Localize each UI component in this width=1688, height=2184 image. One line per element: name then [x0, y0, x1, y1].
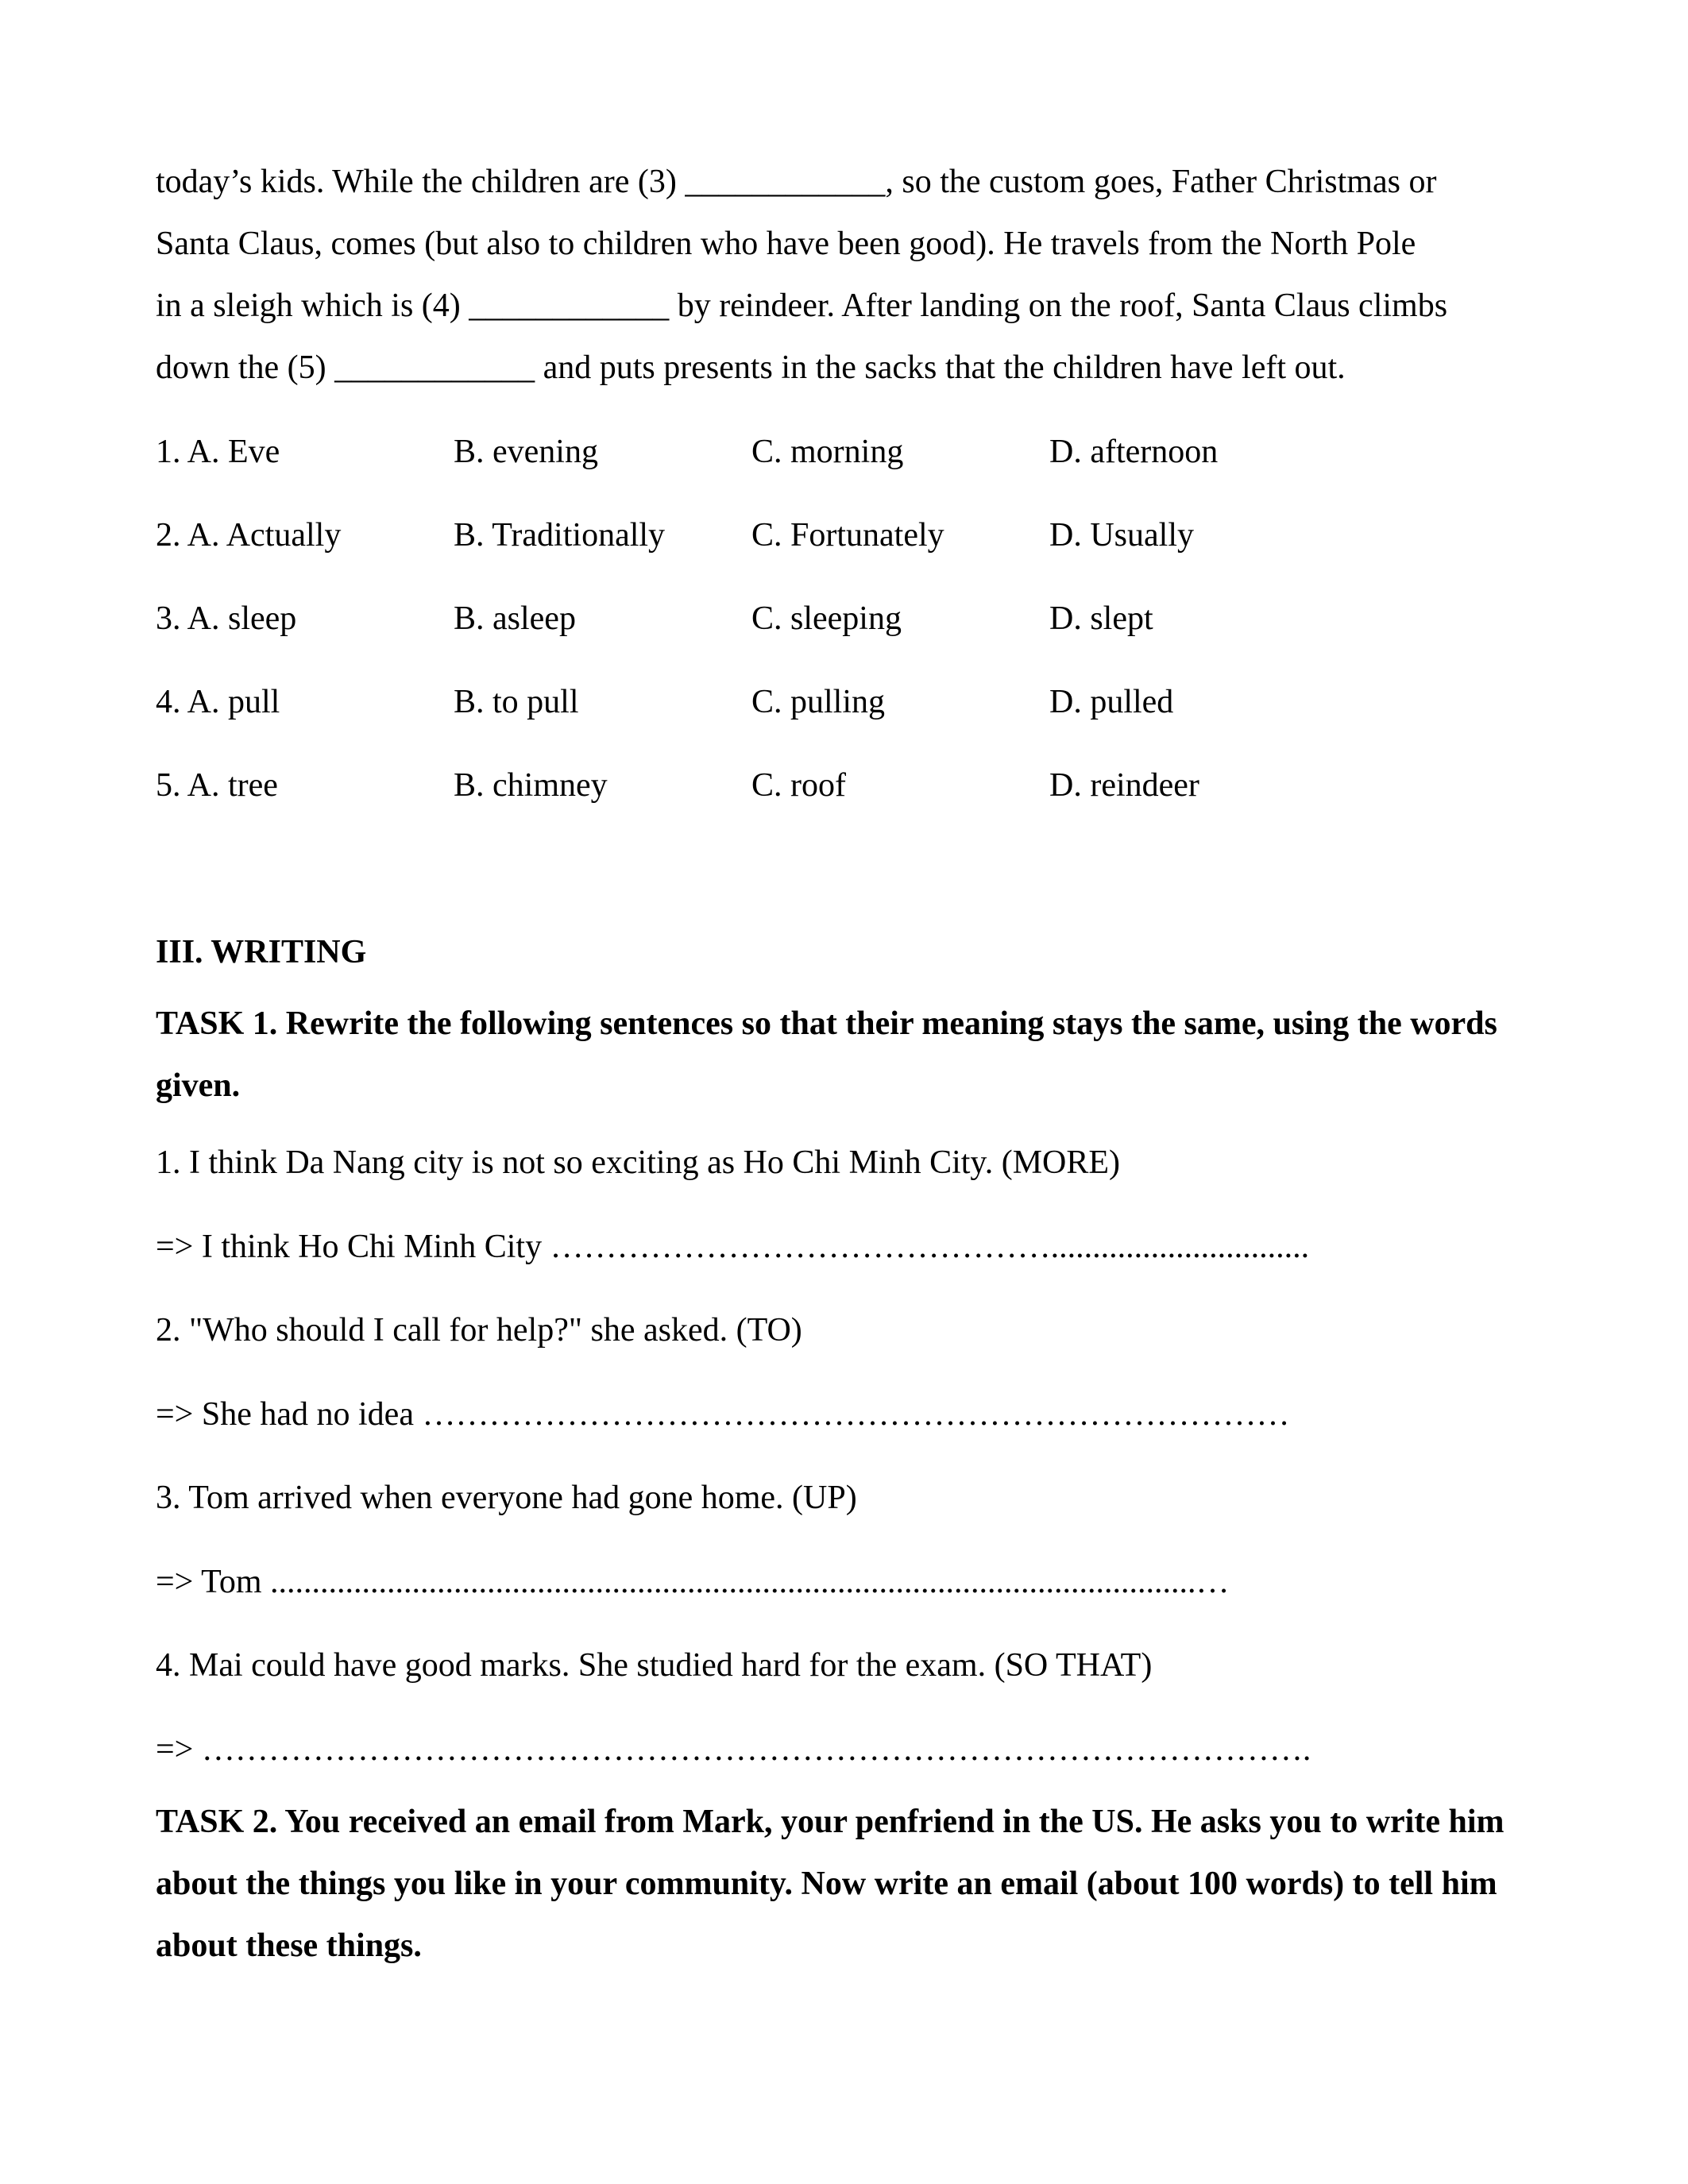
task1-answer-line: => She had no idea ……………………………………………………………………	[156, 1396, 1290, 1433]
option-a: 1. A. Eve	[156, 433, 280, 470]
option-c: C. pulling	[751, 683, 886, 720]
task1-question: 3. Tom arrived when everyone had gone home. (UP)	[156, 1480, 857, 1516]
reading-passage	[156, 151, 1538, 399]
task1-answer-line: => I think Ho Chi Minh City ………………………………………...............................	[156, 1229, 1310, 1265]
option-row	[156, 577, 1538, 660]
option-a: 2. A. Actually	[156, 516, 342, 554]
passage-line: Santa Claus, comes (but also to children who have been good). He travels from the North Pole	[156, 226, 1416, 262]
option-b: B. chimney	[454, 766, 608, 804]
option-d: D. slept	[1049, 600, 1153, 637]
option-d: D. reindeer	[1049, 766, 1199, 804]
option-b: B. evening	[454, 433, 598, 470]
option-row	[156, 743, 1538, 827]
task2-title: TASK 2. You received an email from Mark, your penfriend in the US. He asks you to write him about the things you like in your community. Now write an email (about 100 words) to tell him about these things.	[156, 1804, 1505, 1964]
option-c: C. Fortunately	[751, 516, 944, 554]
passage-line: down the (5) ____________ and puts presents in the sacks that the children have left out.	[156, 349, 1346, 386]
task1-question: 2. "Who should I call for help?" she asked. (TO)	[156, 1312, 802, 1349]
option-b: B. asleep	[454, 600, 576, 637]
option-c: C. roof	[751, 766, 846, 804]
option-row	[156, 410, 1538, 493]
section-heading: III. WRITING	[156, 934, 367, 970]
answer-options	[156, 410, 1538, 827]
option-b: B. Traditionally	[454, 516, 666, 554]
task1-question: 1. I think Da Nang city is not so exciting as Ho Chi Minh City. (MORE)	[156, 1144, 1121, 1181]
option-d: D. Usually	[1049, 516, 1194, 554]
task1-answer-line: => ……………………………………………………………………………………….	[156, 1731, 1311, 1768]
task1-question: 4. Mai could have good marks. She studied hard for the exam. (SO THAT)	[156, 1647, 1153, 1684]
option-c: C. sleeping	[751, 600, 902, 637]
option-d: D. afternoon	[1049, 433, 1219, 470]
option-row	[156, 493, 1538, 577]
option-a: 5. A. tree	[156, 766, 278, 804]
passage-line: today’s kids. While the children are (3) ____________, so the custom goes, Father Christmas or	[156, 164, 1437, 200]
option-row	[156, 660, 1538, 743]
task1-title: TASK 1. Rewrite the following sentences so that their meaning stays the same, using the words given.	[156, 1005, 1497, 1104]
option-c: C. morning	[751, 433, 904, 470]
passage-line: in a sleigh which is (4) ____________ by reindeer. After landing on the roof, Santa Claus climbs	[156, 287, 1448, 324]
worksheet-page	[156, 151, 1538, 1964]
task1-answer-line: => Tom ...............................................................................................................…	[156, 1564, 1230, 1600]
option-a: 3. A. sleep	[156, 600, 297, 637]
option-b: B. to pull	[454, 683, 579, 720]
option-d: D. pulled	[1049, 683, 1174, 720]
option-a: 4. A. pull	[156, 683, 280, 720]
